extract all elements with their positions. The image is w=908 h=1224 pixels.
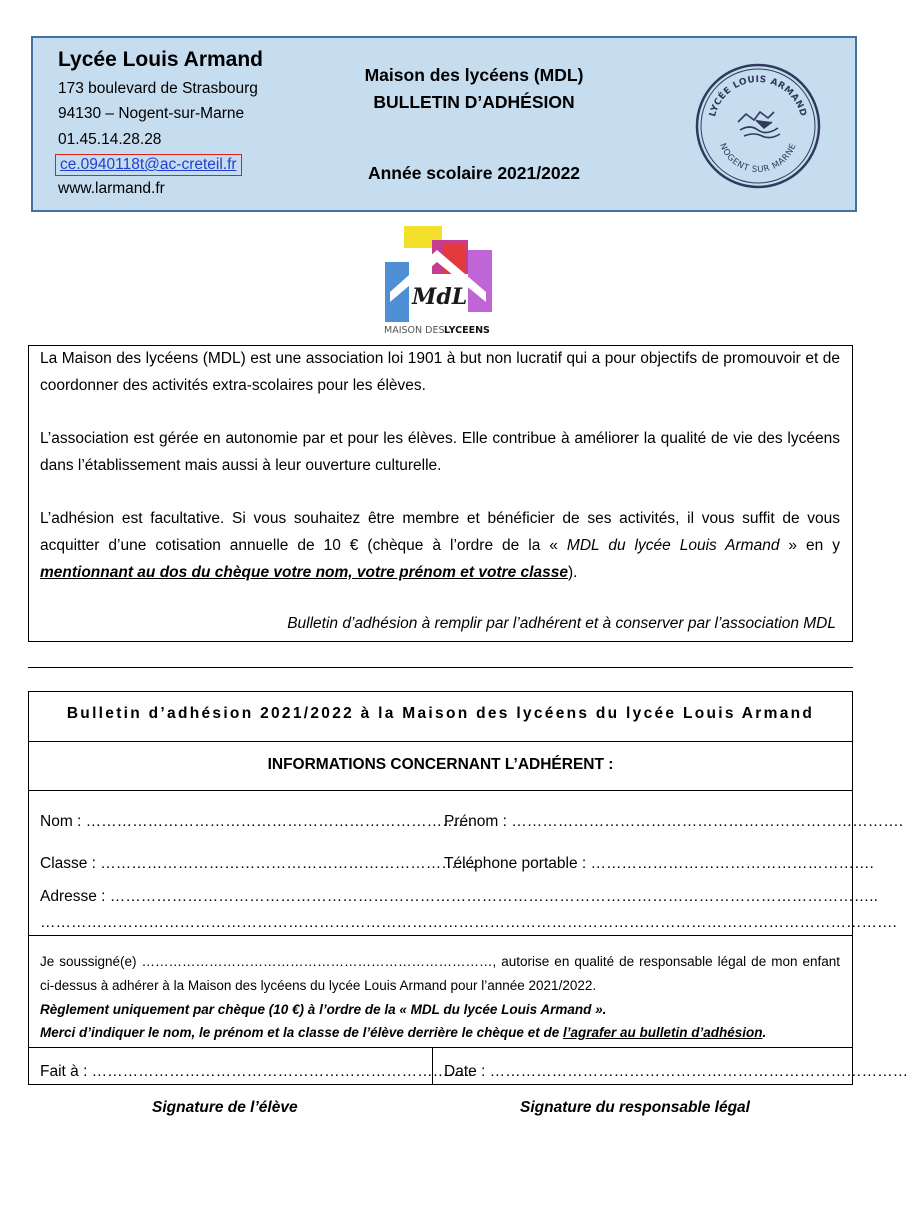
date-field[interactable]: Date : ………………………………………………………………………	[444, 1063, 908, 1080]
payment-instruction: Règlement uniquement par chèque (10 €) à l’ordre de la « MDL du lycée Louis Armand ».	[40, 1002, 607, 1017]
signature-parent-label: Signature du responsable légal	[520, 1099, 750, 1116]
school-year: Année scolaire 2021/2022	[367, 163, 581, 183]
logo-caption-1: MAISON DES	[384, 325, 445, 336]
form-title: Bulletin d’adhésion 2021/2022 à la Maison des lycéens du lycée Louis Armand	[66, 705, 815, 722]
logo-script: MdL	[412, 284, 468, 310]
stamp-top-text: LYCÉE LOUIS ARMAND	[708, 74, 808, 118]
prenom-field[interactable]: Prénom : ………………………………………………………………….	[444, 813, 903, 830]
header-title-line-2: BULLETIN D’ADHÉSION	[373, 92, 575, 112]
stamp-bottom-text: NOGENT SUR MARNE	[717, 141, 799, 176]
mdl-logo	[382, 226, 496, 338]
telephone-field[interactable]: Téléphone portable : ……………………………………………….	[444, 855, 874, 872]
header-title-line-1: Maison des lycéens (MDL)	[364, 65, 584, 85]
divider-line	[28, 667, 853, 668]
stamp-emblem	[738, 112, 780, 138]
intro-paragraph-1: La Maison des lycéens (MDL) est une association loi 1901 à but non lucratif qui a pour objectifs de promouvoir et de coordonner des activités extra-scolaires pour les élèves.	[40, 350, 840, 394]
signature-student-label: Signature de l’élève	[152, 1099, 298, 1116]
address-line-1: 173 boulevard de Strasbourg	[58, 80, 258, 97]
intro-note: Bulletin d’adhésion à remplir par l’adhérent et à conserver par l’association MDL	[287, 615, 836, 632]
school-stamp	[694, 62, 822, 190]
nom-field[interactable]: Nom : …………………………………………………………………	[40, 813, 474, 830]
school-name: Lycée Louis Armand	[58, 48, 263, 71]
email-link[interactable]: ce.0940118t@ac-creteil.fr	[55, 154, 242, 176]
website: www.larmand.fr	[58, 180, 165, 197]
cheque-instruction: Merci d’indiquer le nom, le prénom et la classe de l’élève derrière le chèque et de l’agrafer au bulletin d’adhésion.	[40, 1025, 767, 1040]
info-title: INFORMATIONS CONCERNANT L’ADHÉRENT :	[267, 756, 614, 773]
adresse-field-line-2[interactable]: ………………………………………………………………………………………………………………………………………………….	[40, 914, 897, 931]
intro-paragraph-2: L’association est gérée en autonomie par et pour les élèves. Elle contribue à améliorer la qualité de vie des lycéens dans l’établissement mais aussi à leur ouverture culturelle.	[40, 430, 840, 474]
intro-paragraph-3: L’adhésion est facultative. Si vous souhaitez être membre et bénéficier de ses activités, il vous suffit de vous acquitter d’une cotisation annuelle de 10 € (chèque à l’ordre de la « MDL du lycée Louis Armand » en y mentionnant au dos du chèque votre nom, votre prénom et votre classe).	[40, 510, 840, 581]
svg-text:NOGENT SUR MARNE	[717, 142, 799, 175]
consent-text: Je soussigné(e) ……………………………………………………………………, autorise en qualité de responsable légal de mon enfant ci-dessus à adhérer à la Maison des lycéens du lycée Louis Armand pour l’année 2021/2022.	[40, 954, 840, 993]
address-line-2: 94130 – Nogent-sur-Marne	[58, 105, 245, 122]
adresse-field[interactable]: Adresse : …………………………………………………………………………………………………………………………………..	[40, 888, 878, 905]
phone: 01.45.14.28.28	[58, 131, 162, 148]
fait-a-field[interactable]: Fait à : ………………………………………………………………..	[40, 1063, 473, 1080]
classe-field[interactable]: Classe : ……………………………………………………………….	[40, 855, 477, 872]
logo-caption-2: LYCEENS	[444, 325, 490, 336]
